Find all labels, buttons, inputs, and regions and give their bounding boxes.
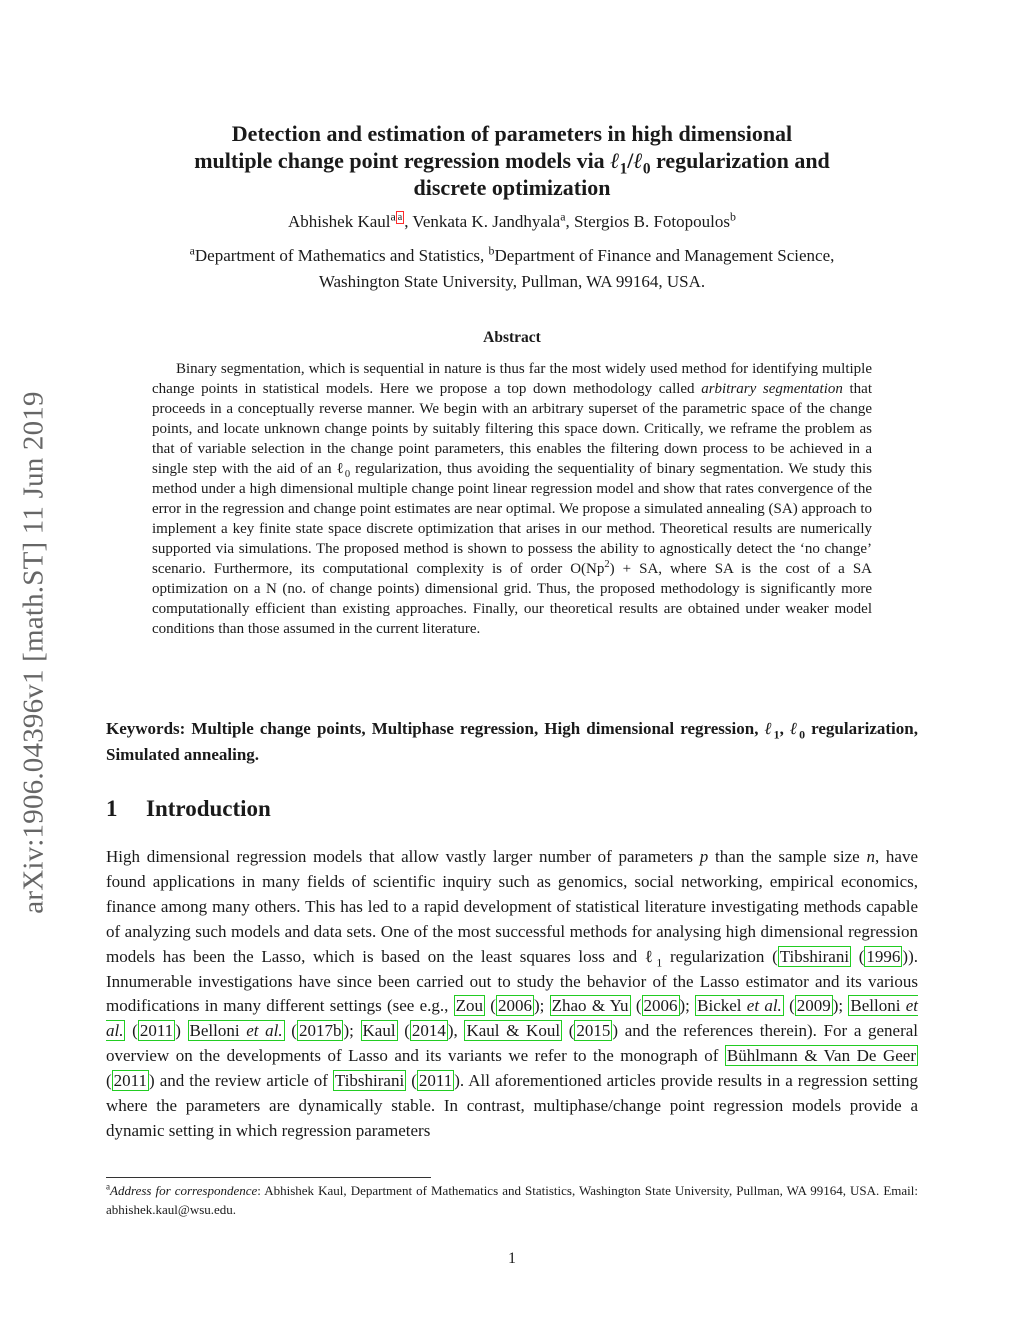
- abstract-body: Binary segmentation, which is sequential in nature is thus far the most widely used method for identifying multiple change points in statistical models. Here we propose a top down methodology called arbitrary segmentation that proceeds in a conceptually reverse manner. We begin with an arbitrary superset of the parametric space of the change points, and locate unknown change points by suitably filtering this space down. Critically, we reframe the problem as that of variable selection in the change point parameters, this enables the filtering down process to be achieved in a single step with the aid of an ℓ$_0$ regularization, thus avoiding the sequentiality of binary segmentation. We study this method under a high dimensional multiple change point linear regression model and show that rates convergence of the error in the regression and change point estimates are near optimal. We propose a simulated annealing (SA) approach to implement a key finite state space discrete optimization that arises in our method. Theoretical results are numerically supported via simulations. The proposed method is shown to possess the ability to agnostically detect the ‘no change’ scenario. Furthermore, its computational complexity is of order $O(Np^2)$ + SA, where SA is the cost of a SA optimization on a N (no. of change points) dimensional grid. Thus, the proposed methodology is significantly more computationally efficient than existing approaches. Finally, our theoretical results are obtained under weaker model conditions than those assumed in the current literature.: [152, 361, 873, 637]
- citation-link[interactable]: Belloni et al.: [189, 1021, 283, 1041]
- author-list: Abhishek Kaul$^a$ $^a$ , Venkata K. Jandhyala$^a$, Stergios B. Fotopoulos$^b$: [288, 209, 736, 231]
- citation-year-link[interactable]: 2014: [411, 1021, 446, 1041]
- citation-link[interactable]: Bickel et al.: [697, 996, 782, 1016]
- citation-year-link[interactable]: 2011: [113, 1071, 148, 1091]
- citation-link[interactable]: Zou: [455, 996, 484, 1016]
- section-heading-introduction: [106, 796, 918, 822]
- citation-link[interactable]: Tibshirani: [779, 946, 850, 966]
- footnote-link[interactable]: a: [397, 212, 403, 224]
- citation-link[interactable]: Kaul: [362, 1021, 396, 1041]
- citation-link[interactable]: Tibshirani: [334, 1071, 405, 1091]
- citation-year-link[interactable]: 2006: [497, 996, 532, 1016]
- paper-title: [100, 120, 924, 201]
- citation-year-link[interactable]: 2011: [139, 1021, 174, 1041]
- section-number: 1: [106, 796, 118, 821]
- citation-link[interactable]: Bühlmann & Van De Geer: [726, 1046, 916, 1066]
- title-line-3: discrete optimization: [413, 175, 611, 200]
- citation-year-link[interactable]: 2011: [418, 1071, 453, 1091]
- footnote-divider: [106, 1177, 431, 1178]
- citation-year-link[interactable]: 2009: [796, 996, 831, 1016]
- footnote: $^a$Address for correspondence: Abhishek Kaul, Department of Mathematics and Statistics, Washington State University, Pullman, WA 99164, USA. Email: abhishek.kaul@wsu.edu.: [106, 1181, 918, 1217]
- citation-year-link[interactable]: 2015: [576, 1021, 611, 1041]
- arxiv-sidebar-stamp: [6, 342, 62, 962]
- citation-link[interactable]: Zhao & Yu: [551, 996, 629, 1016]
- citation-link[interactable]: Kaul & Koul: [466, 1021, 561, 1041]
- citation-link[interactable]: Belloni et al.: [106, 996, 919, 1041]
- introduction-paragraph: High dimensional regression models that allow vastly larger number of parameters p than the sample size n, have found applications in many fields of scientific inquiry such as genomics, social networking, empirical economics, finance among many others. This has led to a rapid development of statistical literature investigating methods capable of analyzing such models and data sets. One of the most successful methods for analysing high dimensional regression models has been the Lasso, which is based on the least squares loss and ℓ$_1$ regularization ( Tibshirani ( 1996 )). Innumerable investigations have since been carried out to study the behavior of the Lasso estimator and its various modifications in many different settings (see e.g., Zou ( 2006 ); Zhao & Yu ( 2006 ); Bickel et al. ( 2009 ); Belloni et al. ( 2011 ) Belloni et al. ( 2017b ); Kaul ( 2014 ), Kaul & Koul ( 2015 ) and the references therein). For a general overview on the developments of Lasso and its variants we refer to the monograph of Bühlmann & Van De Geer ( 2011 ) and the review article of Tibshirani ( 2011 ). All aforementioned articles provide results in a regression setting where the parameters are dynamically stable. In contrast, multiphase/change point regression models provide a dynamic setting in which regression parameters: [106, 847, 919, 1140]
- citation-year-link[interactable]: 1996: [866, 946, 901, 966]
- title-line-2: multiple change point regression models via ℓ$_1$/ℓ$_0$ regularization and: [194, 148, 830, 178]
- page-number: 1: [508, 1250, 516, 1267]
- affiliation: $^a$Department of Mathematics and Statistics, $^b$Department of Finance and Management Science, Washington State University, Pullman, WA 99164, USA.: [189, 243, 835, 291]
- section-title: Introduction: [146, 796, 271, 821]
- title-line-1: Detection and estimation of parameters in high dimensional: [231, 121, 793, 146]
- keywords: Keywords: Multiple change points, Multiphase regression, High dimensional regression, ℓ$_1$, ℓ$_0$ regularization, Simulated annealing.: [106, 719, 918, 764]
- citation-year-link[interactable]: 2017b: [298, 1021, 342, 1041]
- citation-year-link[interactable]: 2006: [643, 996, 678, 1016]
- abstract-heading: Abstract: [483, 329, 541, 346]
- arxiv-id: arXiv:1906.04396v1 [math.ST] 11 Jun 2019: [17, 390, 50, 914]
